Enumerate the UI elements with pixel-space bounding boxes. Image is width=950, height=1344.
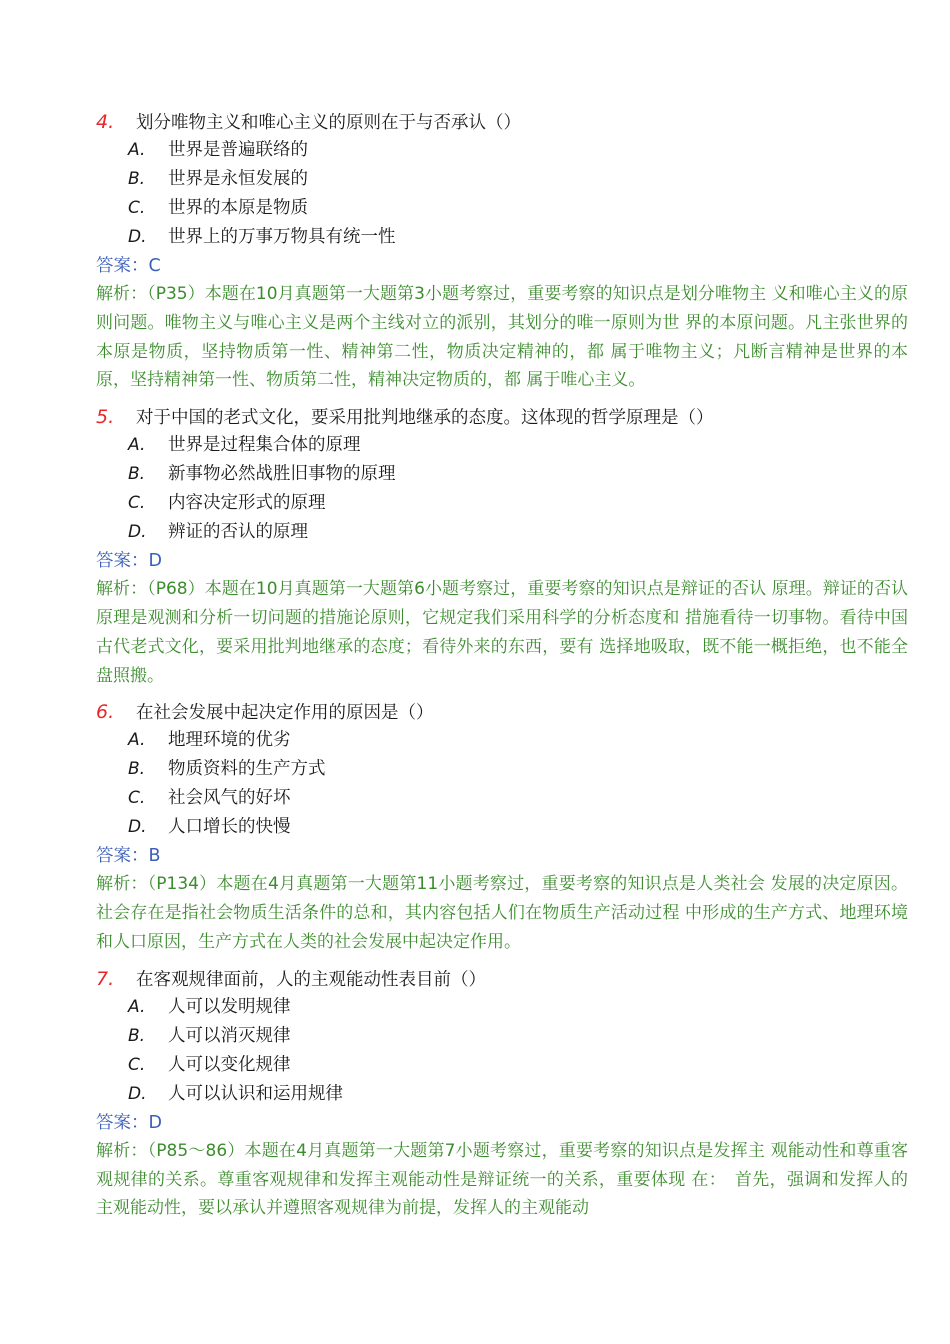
- option-letter: A.: [128, 730, 146, 751]
- option-text: 地理环境的优劣: [168, 730, 291, 751]
- question-7: [96, 965, 908, 1223]
- answer-line: 答案：C: [96, 256, 161, 276]
- option-letter: D.: [128, 522, 147, 543]
- question-text: 对于中国的老式文化，要采用批判地继承的态度。这体现的哲学原理是（）: [136, 408, 714, 429]
- question-number: 6.: [96, 701, 115, 724]
- option-text: 物质资料的生产方式: [168, 759, 326, 780]
- option-c: [96, 194, 908, 223]
- option-a: [96, 726, 908, 755]
- question-stem: [96, 698, 908, 726]
- question-5: [96, 403, 908, 690]
- option-d: [96, 223, 908, 252]
- analysis-paragraph: 解析：（P134）本题在4月真题第一大题第11小题考察过，重要考察的知识点是人类社会 发展的决定原因。社会存在是指社会物质生活条件的总和，其内容包括人们在物质生产活动过程 中形成的生产方式、地理环境和人口原因，生产方式在人类的社会发展中起决定作用。: [96, 874, 908, 952]
- option-letter: D.: [128, 227, 147, 247]
- option-text: 人可以认识和运用规律: [168, 1083, 343, 1104]
- question-text: 在社会发展中起决定作用的原因是（）: [136, 703, 434, 724]
- option-text: 新事物必然战胜旧事物的原理: [168, 464, 396, 485]
- option-c: [96, 1051, 908, 1080]
- question-number: 5.: [96, 406, 115, 429]
- option-letter: C.: [128, 493, 146, 514]
- option-text: 世界是普遍联络的: [168, 140, 308, 160]
- option-letter: A.: [128, 435, 146, 456]
- option-d: [96, 518, 908, 547]
- option-letter: B.: [128, 759, 146, 780]
- option-letter: A.: [128, 140, 146, 160]
- option-text: 世界是永恒发展的: [168, 169, 308, 189]
- option-letter: C.: [128, 1054, 146, 1075]
- analysis-paragraph: 解析：（P85～86）本题在4月真题第一大题第7小题考察过，重要考察的知识点是发挥主 观能动性和尊重客观规律的关系。尊重客观规律和发挥主观能动性是辩证统一的关系，重要体现 在： 首先，强调和发挥人的主观能动性，要以承认并遵照客观规律为前提，发挥人的主观能动: [96, 1140, 908, 1219]
- document-page: [96, 108, 908, 1231]
- option-b: [96, 165, 908, 194]
- option-text: 人口增长的快慢: [168, 817, 291, 838]
- option-letter: B.: [128, 464, 146, 485]
- option-a: [96, 431, 908, 460]
- option-letter: A.: [128, 996, 146, 1017]
- answer-line: 答案：D: [96, 1112, 162, 1133]
- analysis-paragraph: 解析：（P35）本题在10月真题第一大题第3小题考察过，重要考察的知识点是划分唯物主 义和唯心主义的原则问题。唯物主义与唯心主义是两个主线对立的派别，其划分的唯一原则为世 界的本原问题。凡主张世界的本原是物质，坚持物质第一性、精神第二性，物质决定精神的，都 属于唯物主义；凡断言精神是世界的本原，坚持精神第一性、物质第二性，精神决定物质的，都 属于唯心主义。: [96, 284, 908, 391]
- option-c: [96, 489, 908, 518]
- option-text: 世界是过程集合体的原理: [168, 435, 361, 456]
- option-text: 人可以消灭规律: [168, 1025, 291, 1046]
- option-c: [96, 784, 908, 813]
- option-text: 世界的本原是物质: [168, 198, 308, 218]
- option-text: 辨证的否认的原理: [168, 522, 308, 543]
- option-a: [96, 136, 908, 165]
- option-b: [96, 755, 908, 784]
- option-d: [96, 1080, 908, 1109]
- option-text: 人可以变化规律: [168, 1054, 291, 1075]
- option-letter: D.: [128, 817, 147, 838]
- option-b: [96, 1022, 908, 1051]
- question-4: [96, 108, 908, 395]
- question-6: [96, 698, 908, 956]
- option-letter: B.: [128, 1025, 146, 1046]
- option-b: [96, 460, 908, 489]
- option-text: 世界上的万事万物具有统一性: [168, 227, 396, 247]
- question-number: 7.: [96, 967, 115, 990]
- analysis-paragraph: 解析：（P68）本题在10月真题第一大题第6小题考察过，重要考察的知识点是辩证的否认 原理。辩证的否认原理是观测和分析一切问题的措施论原则，它规定我们采用科学的分析态度和 措施看待一切事物。看待中国古代老式文化，要采用批判地继承的态度；看待外来的东西，要有 选择地吸取，既不能一概拒绝，也不能全盘照搬。: [96, 579, 908, 686]
- option-letter: B.: [128, 169, 146, 189]
- question-text: 划分唯物主义和唯心主义的原则在于与否承认（）: [136, 113, 521, 133]
- question-stem: [96, 403, 908, 431]
- answer-line: 答案：B: [96, 846, 161, 867]
- option-text: 内容决定形式的原理: [168, 493, 326, 514]
- option-letter: D.: [128, 1083, 147, 1104]
- option-d: [96, 813, 908, 842]
- option-a: [96, 993, 908, 1022]
- option-text: 社会风气的好坏: [168, 788, 291, 809]
- answer-line: 答案：D: [96, 551, 162, 572]
- option-text: 人可以发明规律: [168, 996, 291, 1017]
- question-stem: [96, 108, 908, 136]
- question-number: 4.: [96, 111, 115, 133]
- option-letter: C.: [128, 788, 146, 809]
- question-text: 在客观规律面前，人的主观能动性表目前（）: [136, 969, 486, 990]
- question-stem: [96, 965, 908, 993]
- option-letter: C.: [128, 198, 146, 218]
